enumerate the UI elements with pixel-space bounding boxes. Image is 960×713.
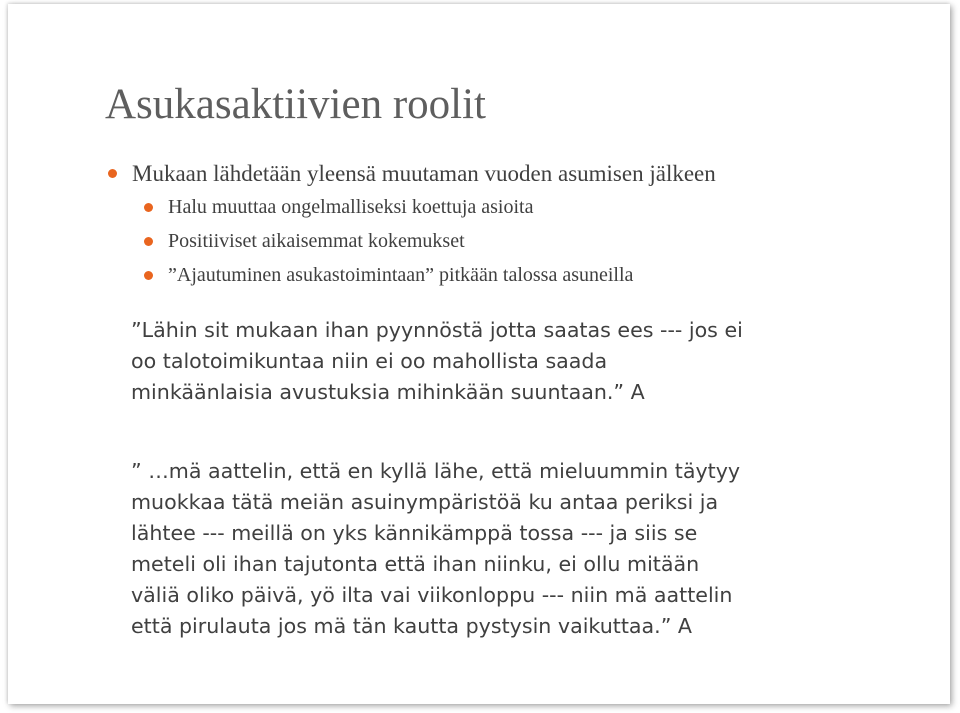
quote-line: että pirulauta jos mä tän kautta pystysin vaikuttaa.” A: [131, 614, 693, 638]
quote-line: oo talotoimikuntaa niin ei oo mahollista saada: [131, 349, 608, 373]
quote-line: ” …mä aattelin, että en kyllä lähe, että mieluummin täytyy: [131, 459, 741, 483]
quote-line: ”Lähin sit mukaan ihan pyynnöstä jotta saatas ees --- jos ei: [131, 318, 743, 342]
bullet-dot-icon: [144, 237, 153, 246]
bullet-text: Mukaan lähdetään yleensä muutaman vuoden asumisen jälkeen: [132, 161, 716, 186]
quote-block: [131, 456, 740, 642]
quote-line: meteli oli ihan tajutonta että ihan niinku, ei ollu mitään: [131, 552, 700, 576]
slide-title: Asukasaktiivien roolit: [105, 81, 486, 128]
bullet-dot-icon: [144, 203, 153, 212]
quote-block: [131, 315, 743, 408]
bullet-list: [108, 157, 716, 292]
sub-bullet-text: Halu muuttaa ongelmalliseksi koettuja asioita: [168, 196, 534, 218]
bullet-dot-icon: [108, 169, 117, 178]
sub-bullet-item: [108, 224, 716, 258]
sub-bullet-text: ”Ajautuminen asukastoimintaan” pitkään talossa asuneilla: [168, 264, 634, 286]
bullet-item: [108, 157, 716, 190]
quote-line: lähtee --- meillä on yks kännikämppä tossa --- ja siis se: [131, 521, 698, 545]
quote-line: muokkaa tätä meiän asuinympäristöä ku antaa periksi ja: [131, 490, 719, 514]
quote-line: väliä oliko päivä, yö ilta vai viikonloppu --- niin mä aattelin: [131, 583, 733, 607]
sub-bullet-text: Positiiviset aikaisemmat kokemukset: [168, 230, 465, 252]
sub-bullet-item: [108, 258, 716, 292]
quote-line: minkäänlaisia avustuksia mihinkään suuntaan.” A: [131, 380, 645, 404]
slide: [8, 4, 950, 704]
sub-bullet-item: [108, 190, 716, 224]
bullet-dot-icon: [144, 271, 153, 280]
